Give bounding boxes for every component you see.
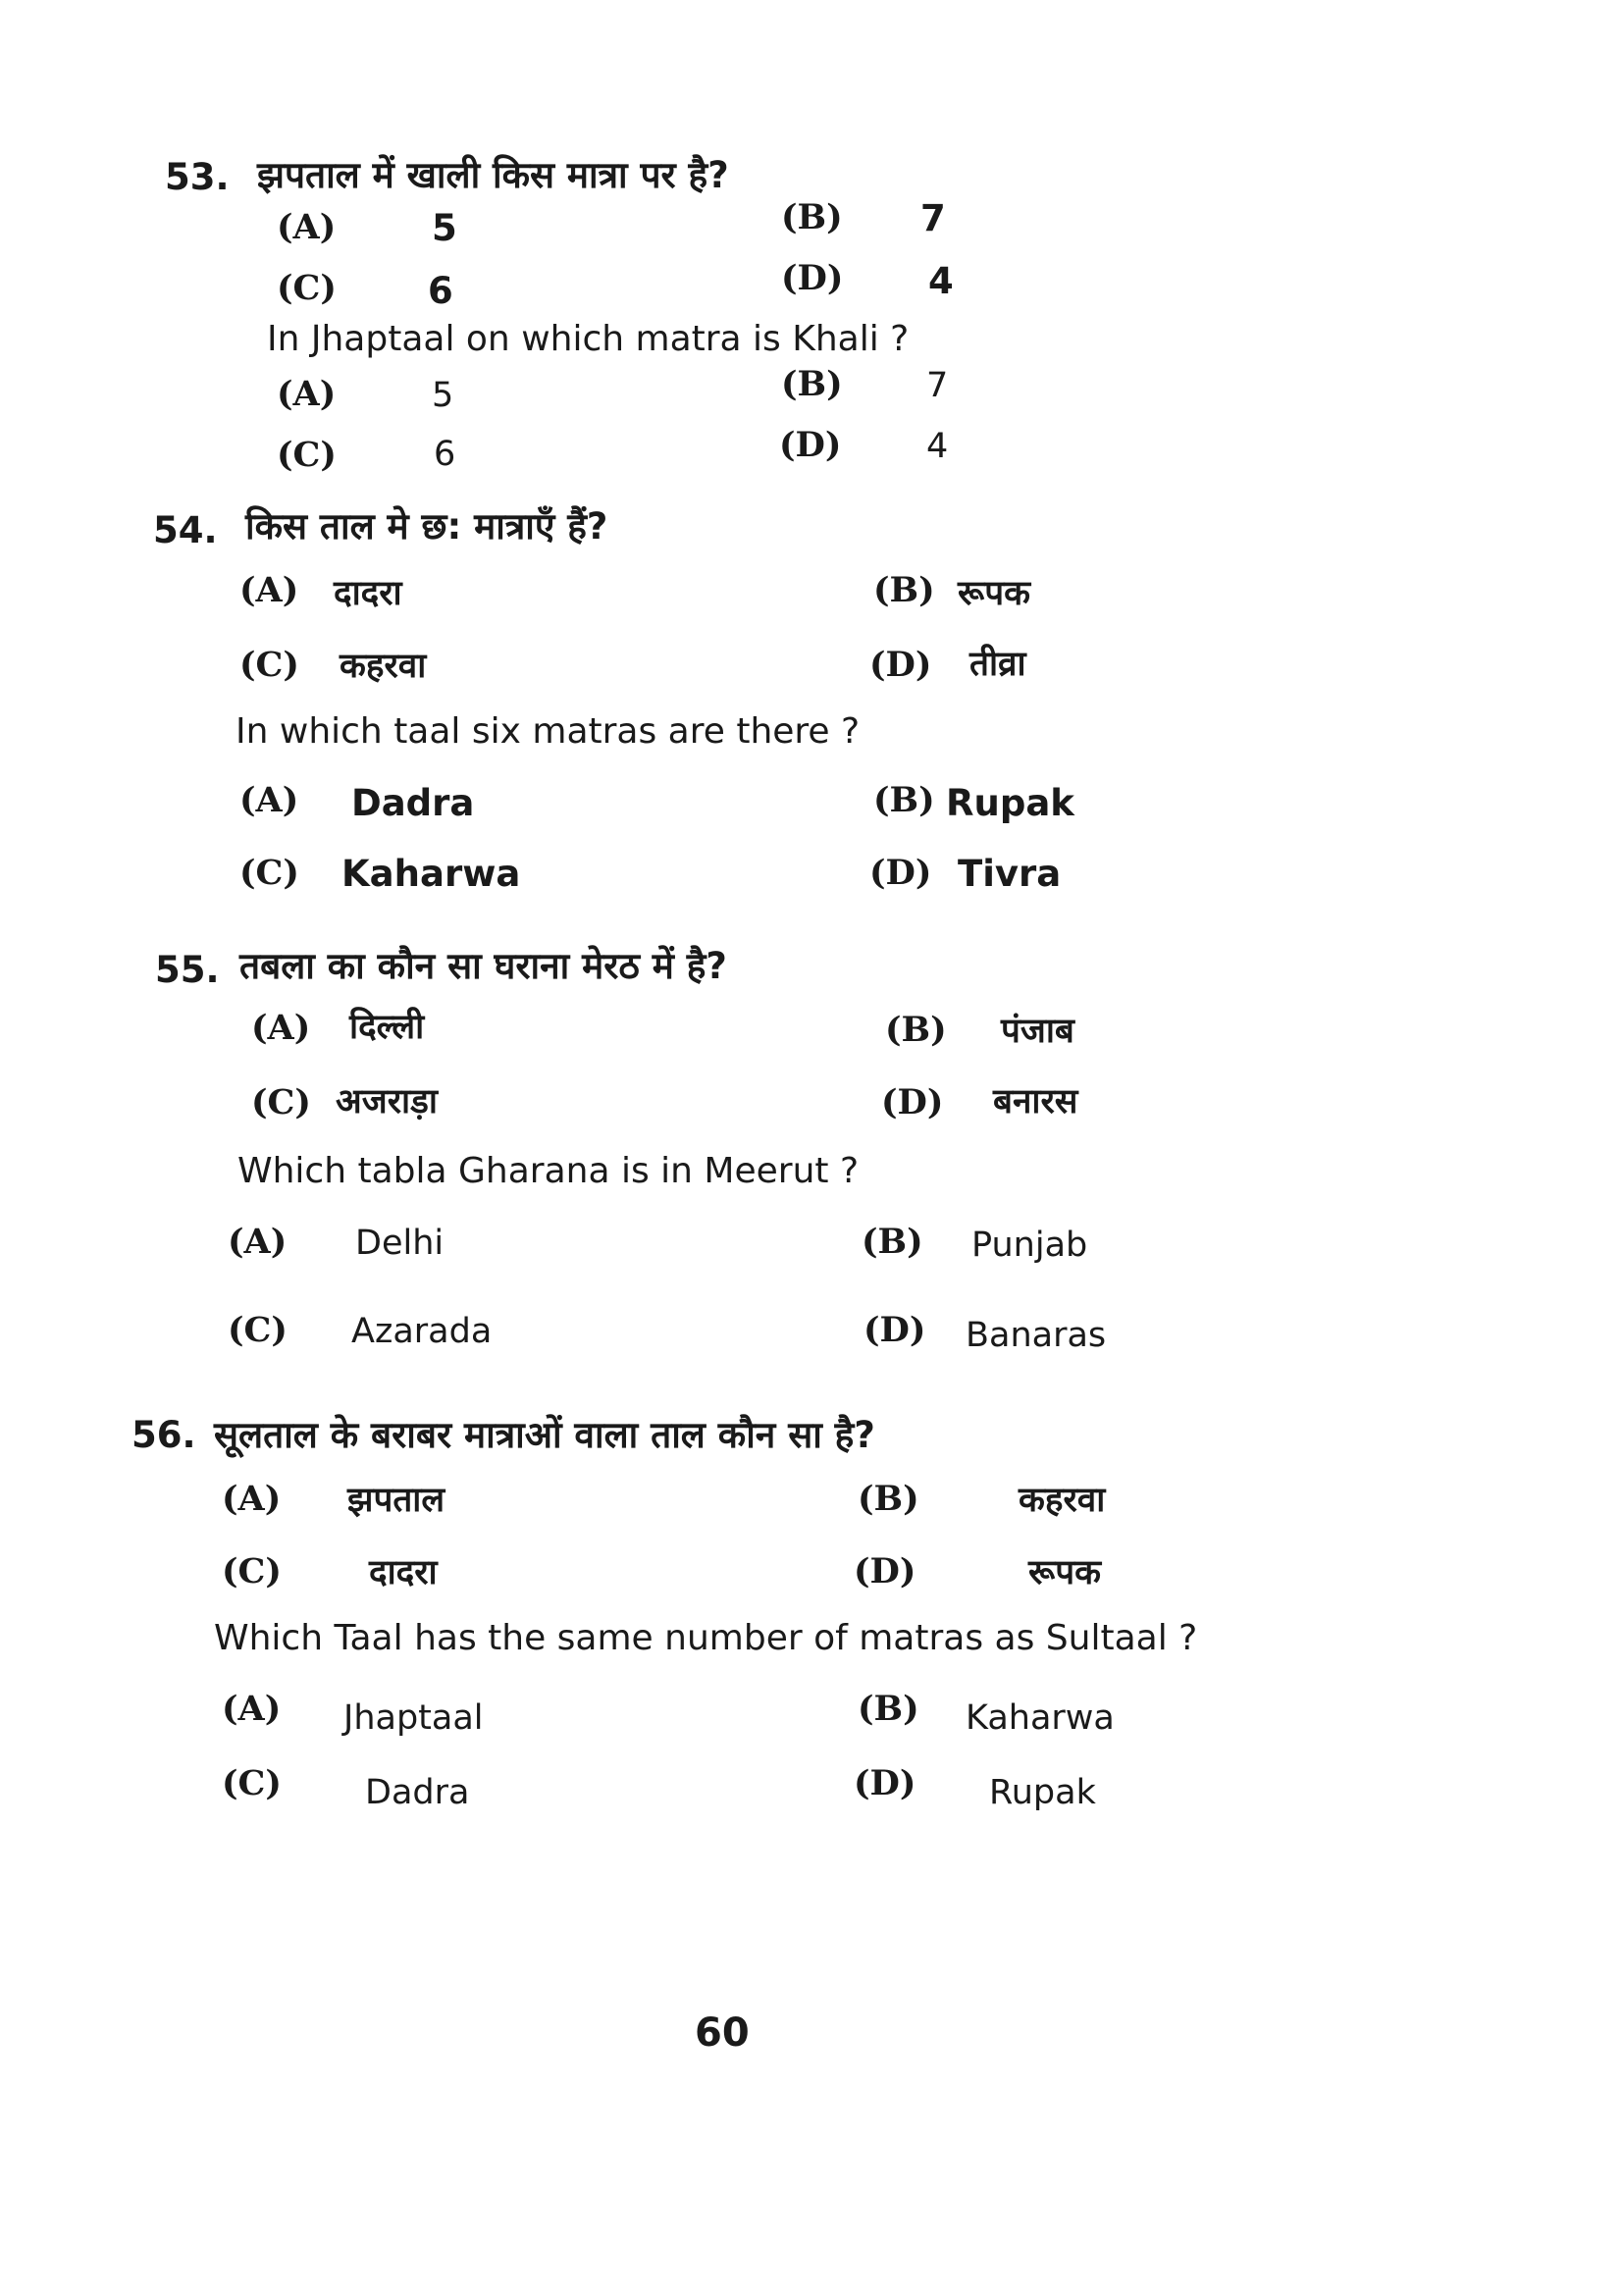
option-label: (B) bbox=[858, 1689, 919, 1729]
option-value: 4 bbox=[926, 427, 949, 466]
question-text-english: In which taal six matras are there ? bbox=[235, 711, 861, 752]
page-number: 60 bbox=[695, 2010, 750, 2056]
option-value: झपताल bbox=[347, 1481, 445, 1520]
option-value: अजराड़ा bbox=[336, 1082, 438, 1122]
option-label: (C) bbox=[228, 1310, 288, 1350]
option-value: 6 bbox=[434, 435, 456, 474]
option-label: (C) bbox=[277, 268, 337, 308]
question-number: 55. bbox=[155, 949, 220, 991]
option-label: (C) bbox=[222, 1763, 282, 1803]
option-value: पंजाब bbox=[1001, 1012, 1074, 1051]
option-label: (C) bbox=[251, 1082, 311, 1122]
question-text-hindi: किस ताल मे छ: मात्राएँ हैं? bbox=[245, 505, 608, 548]
option-value: Banaras bbox=[966, 1316, 1107, 1355]
option-value: Punjab bbox=[971, 1226, 1088, 1265]
option-label: (B) bbox=[781, 197, 843, 237]
option-label: (D) bbox=[869, 645, 932, 685]
option-value: 7 bbox=[920, 197, 946, 239]
option-label: (B) bbox=[858, 1479, 919, 1519]
option-label: (D) bbox=[854, 1551, 916, 1592]
question-text-hindi: तबला का कौन सा घराना मेरठ में है? bbox=[239, 945, 727, 987]
option-value: Delhi bbox=[355, 1224, 445, 1263]
option-label: (C) bbox=[277, 435, 337, 475]
question-text-hindi: झपताल में खाली किस मात्रा पर है? bbox=[257, 154, 729, 196]
option-label: (B) bbox=[862, 1222, 923, 1262]
option-value: 5 bbox=[432, 376, 454, 415]
question-number: 56. bbox=[131, 1414, 196, 1456]
option-label: (D) bbox=[869, 853, 932, 893]
option-label: (D) bbox=[854, 1763, 916, 1803]
option-label: (A) bbox=[251, 1008, 311, 1048]
option-label: (B) bbox=[885, 1010, 947, 1050]
option-label: (A) bbox=[277, 207, 337, 247]
option-value: तीव्रा bbox=[969, 645, 1026, 684]
option-label: (A) bbox=[239, 570, 299, 610]
option-label: (B) bbox=[781, 364, 843, 404]
option-value: 4 bbox=[928, 260, 954, 302]
option-value: दादरा bbox=[334, 574, 402, 613]
option-value: कहरवा bbox=[1019, 1481, 1106, 1520]
option-value: रूपक bbox=[1028, 1553, 1101, 1592]
question-text-hindi: सूलताल के बराबर मात्राओं वाला ताल कौन सा है? bbox=[214, 1414, 875, 1456]
option-value: Dadra bbox=[351, 782, 475, 824]
option-label: (A) bbox=[239, 780, 299, 820]
option-label: (D) bbox=[781, 258, 844, 298]
option-value: Dadra bbox=[365, 1773, 470, 1812]
option-label: (A) bbox=[228, 1222, 288, 1262]
option-value: 5 bbox=[432, 207, 457, 249]
option-label: (D) bbox=[779, 425, 842, 465]
option-value: Rupak bbox=[946, 782, 1074, 824]
option-value: Tivra bbox=[958, 853, 1062, 895]
option-value: Kaharwa bbox=[966, 1698, 1115, 1738]
option-label: (B) bbox=[873, 780, 935, 820]
question-text-english: In Jhaptaal on which matra is Khali ? bbox=[267, 319, 910, 359]
option-value: Rupak bbox=[989, 1773, 1096, 1812]
option-value: Azarada bbox=[351, 1312, 493, 1351]
option-label: (C) bbox=[239, 645, 299, 685]
option-label: (D) bbox=[881, 1082, 944, 1122]
option-value: Kaharwa bbox=[341, 853, 521, 895]
option-value: रूपक bbox=[958, 574, 1030, 613]
option-label: (A) bbox=[222, 1689, 282, 1729]
option-label: (B) bbox=[873, 570, 935, 610]
option-label: (C) bbox=[222, 1551, 282, 1592]
option-label: (C) bbox=[239, 853, 299, 893]
question-text-english: Which Taal has the same number of matras as Sultaal ? bbox=[214, 1618, 1198, 1658]
option-value: दिल्ली bbox=[349, 1008, 425, 1047]
question-number: 54. bbox=[153, 509, 218, 551]
option-value: बनारस bbox=[993, 1082, 1078, 1122]
option-value: कहरवा bbox=[340, 647, 427, 686]
option-label: (A) bbox=[222, 1479, 282, 1519]
option-value: दादरा bbox=[369, 1553, 438, 1592]
option-label: (D) bbox=[863, 1310, 926, 1350]
option-value: 6 bbox=[428, 270, 453, 312]
option-value: 7 bbox=[926, 366, 949, 405]
option-value: Jhaptaal bbox=[343, 1698, 484, 1738]
question-text-english: Which tabla Gharana is in Meerut ? bbox=[237, 1151, 860, 1191]
question-number: 53. bbox=[165, 156, 230, 198]
option-label: (A) bbox=[277, 374, 337, 414]
